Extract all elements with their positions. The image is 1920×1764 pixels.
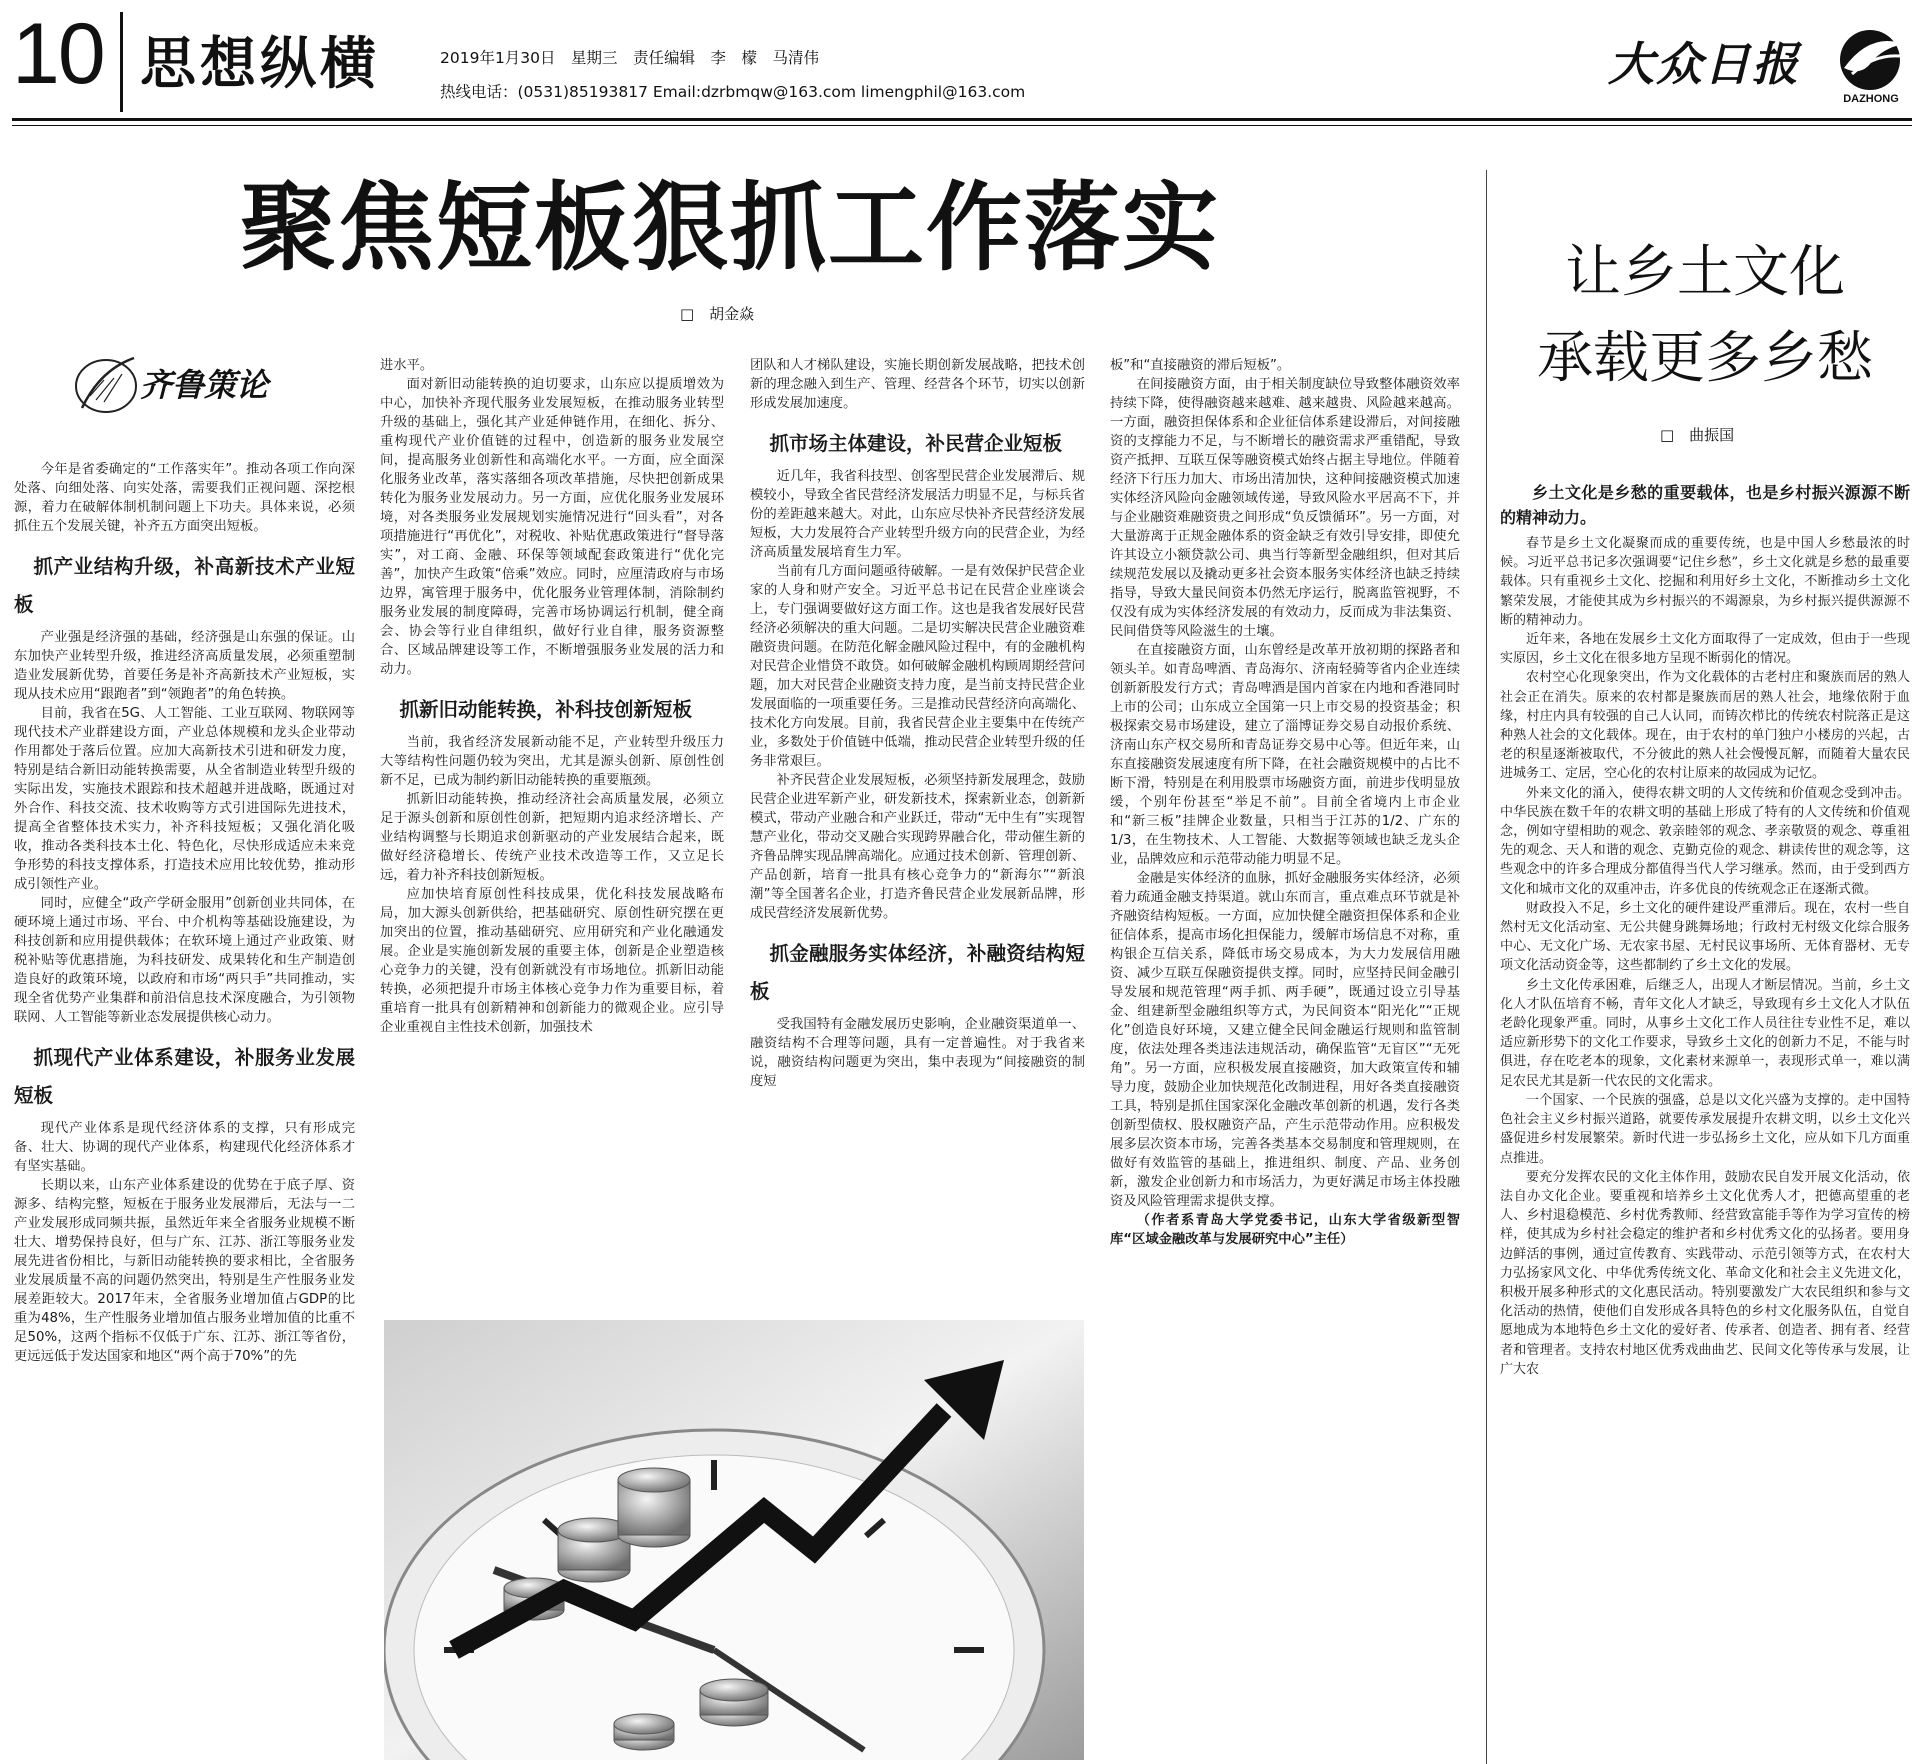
paragraph: 春节是乡土文化凝聚而成的重要传统，也是中国人乡愁最浓的时候。习近平总书记多次强调要“记住乡愁”，乡土文化就是乡愁的最重要载体。只有重视乡土文化、挖掘和利用好乡土文化，不断推动乡土文化繁荣发展，才能使其成为乡村振兴的不竭源泉，为乡村振兴提供源源不断的精神动力。: [1500, 536, 1910, 628]
paragraph: 当前有几方面问题亟待破解。一是有效保护民营企业家的人身和财产安全。习近平总书记在民营企业座谈会上，专门强调要做好这方面工作。这也是我省发展好民营经济必须解决的重大问题。二是切实解决民营企业融资难融资贵问题。在防范化解金融风险过程中，有的金融机构对民营企业惜贷不敢贷。如何破解金融机构顾周期经营问题，加大对民营企业融资支持力度，是当前支持民营企业发展面临的一项重要任务。三是推动民营经济向高端化、技术化方向发展。目前，我省民营企业主要集中在传统产业，多数处于价值链中低端，推动民营企业转型升级的任务非常艰巨。: [750, 564, 1085, 769]
paragraph: 受我国特有金融发展历史影响，企业融资渠道单一、融资结构不合理等问题，具有一定普遍性。对于我省来说，融资结构问题更为突出，集中表现为“间接融资的制度短: [750, 1017, 1085, 1089]
headline: 聚焦短板狠抓工作落实: [240, 172, 1220, 284]
quill-icon: [70, 350, 150, 420]
paragraph: 产业强是经济强的基础，经济强是山东强的保证。山东加快产业转型升级，推进经济高质量发展，必须重塑制造业发展新优势，首要任务是补齐高新技术产业短板，实现从技术应用“跟跑者”到“领跑者”的角色转换。: [14, 630, 355, 702]
article2-byline: □ 曲振国: [1660, 426, 1735, 444]
paragraph: 财政投入不足，乡土文化的硬件建设严重滞后。现在，农村一些自然村无文化活动室、无公共健身跳舞场地；行政村无村级文化综合服务中心、无文化广场、无农家书屋、无村民议事场所、无体育器材、无专项文化活动资金等，这些都制约了乡土文化的发展。: [1500, 900, 1910, 974]
byline: □ 胡金焱: [680, 305, 755, 323]
masthead-divider: [120, 12, 123, 112]
paragraph: 近几年，我省科技型、创客型民营企业发展滞后、规模较小，导致全省民营经济发展活力明显不足，与标兵省份的差距越来越大。对此，山东应尽快补齐民营经济发展短板，大力发展符合产业转型升级方向的民营企业，为经济高质量发展培育生力军。: [750, 469, 1085, 560]
paragraph: 要充分发挥农民的文化主体作用，鼓励农民自发开展文化活动，依法自办文化企业。要重视和培养乡土文化优秀人才，把德高望重的老人、乡村退稳模范、乡村优秀教师、经营致富能手等作为学习宣传的榜样，使其成为乡村社会稳定的维护者和乡村优秀文化的弘扬者。要用身边鲜活的事例，通过宣传教育、实践带动、示范引领等方式，在农村大力弘扬家风文化、中华优秀传统文化、革命文化和社会主义先进文化，积极开展多种形式的文化惠民活动。特别要激发广大农民组织和参与文化活动的热情，使他们自发形成各具特色的乡村文化服务队伍，自觉自愿地成为本地特色乡土文化的爱好者、传承者、创造者、拥有者、经营者和管理者。支持农村地区优秀戏曲曲艺、民间文化等传承与发展，让广大农: [1500, 1169, 1910, 1377]
paragraph: 现代产业体系是现代经济体系的支撑，只有形成完备、壮大、协调的现代产业体系，构建现代化经济体系才有坚实基础。: [14, 1121, 355, 1174]
article2-title-line2: 承载更多乡愁: [1537, 326, 1873, 391]
logo-text: DAZHONG: [1843, 93, 1899, 104]
subheading: 抓市场主体建设，补民营企业短板: [769, 432, 1063, 455]
article-column-2: [380, 356, 724, 1037]
paragraph: 长期以来，山东产业体系建设的优势在于底子厚、资源多、结构完整，短板在于服务业发展滞后，无法与一二产业发展形成同频共振，虽然近年来全省服务业规模不断壮大、增势保持良好，但与广东、江苏、浙江等服务业发展先进省份相比，与新旧动能转换的要求相比，全省服务业发展质量不高的问题仍然突出，特别是生产性服务业发展差距较大。2017年末，全省服务业增加值占GDP的比重为48%，生产性服务业增加值占服务业增加值的比重不足50%，这两个指标不仅低于广东、江苏、浙江等省份，更远远低于发达国家和地区“两个高于70%”的先: [14, 1178, 355, 1364]
paragraph: 目前，我省在5G、人工智能、工业互联网、物联网等现代技术产业群建设方面，产业总体规模和龙头企业带动作用都处于落后位置。应加大高新技术引进和研发力度，特别是结合新旧动能转换需要，从全省制造业转型升级的实际出发，实施技术跟踪和技术超越并进战略，既通过对外合作、科技交流、技术收购等方式引进国际先进技术，提高全省整体技术实力，补齐科技短板；又强化消化吸收，推动各类科技本土化、特色化，尽快形成适应未来竞争形势的科技支撑体系，打造技术应用比较优势，推动形成引领性产业。: [14, 706, 355, 892]
subheading: 抓现代产业体系建设，补服务业发展短板: [14, 1046, 355, 1107]
article-column-1: [14, 460, 355, 1366]
subheading: 抓金融服务实体经济，补融资结构短板: [750, 942, 1085, 1003]
paragraph: 农村空心化现象突出，作为文化载体的古老村庄和聚族而居的熟人社会正在消失。原来的农村都是聚族而居的熟人社会，地缘依附于血缘，村庄内具有较强的自己人认同，而铸次栉比的传统农村院落正是这种熟人社会的文化载体。现在，由于农村的单门独户小楼房的兴起，古老的积星逐渐被取代，不分彼此的熟人社会慢慢瓦解，而随着大量农民进城务工、定居，空心化的农村让原来的故园成为记忆。: [1500, 670, 1910, 782]
subheading: 抓产业结构升级，补高新技术产业短板: [14, 555, 355, 616]
paragraph: 在直接融资方面，山东曾经是改革开放初期的探路者和领头羊。如青岛啤酒、青岛海尔、济南轻骑等省内企业连续创新新股发行方式；青岛啤酒是国内首家在内地和香港同时上市的公司；山东成立全国第一只上市交易的投资基金；积极探索交易市场建设，建立了淄博证券交易自动报价系统、济南山东产权交易所和青岛证券交易中心等。但近年来，山东直接融资发展速度有所下降，在社会融资规模中的占比不断下滑，特别是在利用股票市场融资方面，前进步伐明显放缓，个别年份甚至“举足不前”。目前全省境内上市企业和“新三板”挂牌企业数量，只相当于江苏的1/2、广东的1/3，在生物技术、人工智能、大数据等领域也缺乏龙头企业，品牌效应和示范带动能力明显不足。: [1110, 643, 1460, 867]
article2-title: [1500, 230, 1910, 402]
masthead-rule: [12, 118, 1912, 121]
section-title: 思想纵横: [140, 32, 380, 97]
brand-name: 大众日报: [1608, 37, 1800, 91]
dazhong-logo: [1830, 24, 1912, 104]
article2-lead: 乡土文化是乡愁的重要载体，也是乡村振兴源源不断的精神动力。: [1500, 483, 1910, 527]
author-note: （作者系青岛大学党委书记，山东大学省级新型智库“区域金融改革与发展研究中心”主任）: [1110, 1213, 1460, 1247]
article2-body: [1500, 480, 1910, 1379]
paragraph: 同时，应健全“政产学研金服用”创新创业共同体，在硬环境上通过市场、平台、中介机构等基础设施建设，为科技创新和应用提供载体；在软环境上通过产业政策、财税补贴等优惠措施，为科技研发、成果转化和生产制造创造良好的政策环境，以政府和市场“两只手”共同推动，实现全省优势产业集群和前沿信息技术深度融合，为引领物联网、人工智能等新业态发展提供核心动力。: [14, 896, 355, 1025]
paragraph: 外来文化的涌入，使得农耕文明的人文传统和价值观念受到冲击。中华民族在数千年的农耕文明的基础上形成了特有的人文传统和价值观念，例如守望相助的观念、敦亲睦邻的观念、孝亲敬贤的观念、尊重祖先的观念、天人和谐的观念、克勤克俭的观念、耕读传世的观念等，这些观念中的许多合理成分都值得当代人学习继承。然而，由于受到西方文化和城市文化的双重冲击，许多优良的传统观念正在逐渐式微。: [1500, 785, 1910, 897]
paragraph: 金融是实体经济的血脉，抓好金融服务实体经济，必须着力疏通金融支持渠道。就山东而言，重点难点环节就是补齐融资结构短板。一方面，应加快健全融资担保体系和企业征信体系，提高市场化担保能力，缓解市场信息不对称，重构银企互信关系，降低市场交易成本，为大力发展信用融资、减少互联互保融资提供支撑。同时，应坚持民间金融引导发展和规范管理“两手抓、两手硬”，既通过设立引导基金、组建新型金融组织等方式，为民间资本“阳光化”“正规化”创造良好环境，又建立健全民间金融运行规则和监管制度，依法处理各类违法违规活动，确保监管“无盲区”“无死角”。另一方面，应积极发展直接融资，加大政策宣传和辅导力度，鼓励企业加快规范化改制进程，用好各类直接融资工具，特别是抓住国家深化金融改革创新的机遇，发行各类创新型债权、股权融资产品，产生示范带动作用。应积极发展多层次资本市场，完善各类基本交易制度和管理规则，在做好有效监管的基础上，推进组织、制度、产品、业务创新，激发企业创新力和市场活力，为更好满足市场主体投融资及风险管理需求提供支撑。: [1110, 871, 1460, 1209]
paragraph: 团队和人才梯队建设，实施长期创新发展战略，把技术创新的理念融入到生产、管理、经营各个环节，切实以创新形成发展加速度。: [750, 358, 1085, 411]
paragraph: 今年是省委确定的“工作落实年”。推动各项工作向深处落、向细处落、向实处落，需要我们正视问题、深挖根源，着力在破解体制机制问题上下功夫。具体来说，必须抓住五个发展关键，补齐五方面突出短板。: [14, 462, 355, 534]
page-number: 10: [12, 6, 104, 102]
paragraph: 面对新旧动能转换的迫切要求，山东应以提质增效为中心，加快补齐现代服务业发展短板，在推动服务业转型升级的基础上，强化其产业延伸链作用，在细化、拆分、重构现代产业价值链的过程中，创造新的服务业发展空间，提高服务业创新性和高端化水平。一方面，应全面深化服务业改革，落实落细各项改革措施，尽快把创新成果转化为服务业发展动力。另一方面，应优化服务业发展环境，对各类服务业发展规划实施情况进行“回头看”，对各项措施进行“再优化”，对税收、补贴优惠政策进行“督导落实”，对工商、金融、环保等领域配套政策进行“优化完善”，加快产生政策“倍乘”效应。同时，应厘清政府与市场边界，寓管理于服务中，优化服务业管理体制，消除制约服务业发展的制度障碍，完善市场协调运行机制，健全商会、协会等行业自律组织，做好行业自律，服务资源整合、区域品牌建设等工作，不断增强服务业发展的活力和动力。: [380, 377, 724, 677]
paragraph: 乡土文化传承困难，后继乏人，出现人才断层情况。当前，乡土文化人才队伍培育不畅，青年文化人才缺乏，导致现有乡土文化人才队伍老龄化现象严重。同时，从事乡土文化工作人员往往专业性不足，难以适应新形势下的文化工作要求，导致乡土文化的创新力不足，不能与时俱进，存在吃老本的现象，文化素材来源单一，表现形式单一，难以满足农民尤其是新一代农民的文化需求。: [1500, 977, 1910, 1089]
paragraph: 板”和“直接融资的滞后短板”。: [1110, 358, 1291, 373]
paragraph: 进水平。: [380, 358, 434, 373]
column-label: 齐鲁策论: [140, 366, 269, 404]
paragraph: 补齐民营企业发展短板，必须坚持新发展理念，鼓励民营企业进军新产业，研发新技术，探索新业态，创新新模式，带动产业融合和产业跃迁，带动“无中生有”实现智慧产业化，带动交叉融合实现跨界融合化，带动催生新的齐鲁品牌实现品牌高端化。应通过技术创新、管理创新、产品创新，培育一批具有核心竞争力的“新海尔”“新浪潮”等全国著名企业，打造齐鲁民营企业发展新品牌，形成民营经济发展新优势。: [750, 773, 1085, 921]
article-column-3: [750, 356, 1085, 1091]
column-divider: [1486, 170, 1487, 1764]
paragraph: 当前，我省经济发展新动能不足，产业转型升级压力大等结构性问题仍较为突出，尤其是源头创新、原创性创新不足，已成为制约新旧动能转换的重要瓶颈。: [380, 735, 724, 788]
illustration-photo: [384, 1320, 1084, 1760]
subheading: 抓新旧动能转换，补科技创新短板: [399, 698, 693, 721]
paragraph: 近年来，各地在发展乡土文化方面取得了一定成效，但由于一些现实原因，乡土文化在很多地方呈现不断弱化的情况。: [1500, 632, 1910, 667]
date-editor-line: 2019年1月30日 星期三 责任编辑 李 檬 马清伟: [440, 49, 820, 67]
paragraph: 应加快培育原创性科技成果，优化科技发展战略布局，加大源头创新供给，把基础研究、原创性研究摆在更加突出的位置，推动基础研究、应用研究和产业化融通发展。企业是实施创新发展的重要主体，创新是企业塑造核心竞争力的关键，没有创新就没有市场地位。抓新旧动能转换，必须把提升市场主体核心竞争力作为重要目标，着重培育一批具有创新精神和创新能力的微观企业。应引导企业重视自主性技术创新，加强技术: [380, 887, 724, 1035]
article2-title-line1: 让乡土文化: [1565, 240, 1845, 305]
paragraph: 一个国家、一个民族的强盛，总是以文化兴盛为支撑的。走中国特色社会主义乡村振兴道路，就要传承发展提升农耕文明，以乡土文化兴盛促进乡村发展繁荣。新时代进一步弘扬乡土文化，应从如下几方面重点推进。: [1500, 1092, 1910, 1166]
masthead-rule-thin: [12, 125, 1912, 126]
paragraph: 在间接融资方面，由于相关制度缺位导致整体融资效率持续下降，使得融资越来越难、越来越贵、风险越来越高。一方面，融资担保体系和企业征信体系建设滞后，对间接融资的支撑能力不足，与不断增长的融资需求严重错配，导致资产抵押、互联互保等融资模式始终占据主导地位。伴随着经济下行压力加大、市场出清加快，这种间接融资模式加速实体经济风险向金融领域传递，导致风险水平居高不下，并与企业融资难融资贵之间形成“负反馈循环”。另一方面，对大量游离于正规金融体系的资金缺乏有效引导安排，即使允许其设立小额贷款公司、典当行等新型金融组织，但对其后续规范发展以及撬动更多社会资本服务实体经济也缺乏持续指导，导致大量民间资本仍然无序运行，脱离监管视野，不仅没有成为实体经济发展的有效动力，反而成为非法集资、民间借贷等风险滋生的土壤。: [1110, 377, 1460, 639]
contact-line: 热线电话：(0531)85193817 Email:dzrbmqw@163.com limengphil@163.com: [440, 83, 1026, 101]
article-column-4: [1110, 356, 1460, 1249]
paragraph: 抓新旧动能转换，推动经济社会高质量发展，必须立足于源头创新和原创性创新，把短期内追求经济增长、产业结构调整与长期追求创新驱动的产业发展结合起来，既做好经济稳增长、传统产业技术改造等工作，又立足长远，着力补齐科技创新短板。: [380, 792, 724, 883]
column-logo: [70, 350, 300, 420]
